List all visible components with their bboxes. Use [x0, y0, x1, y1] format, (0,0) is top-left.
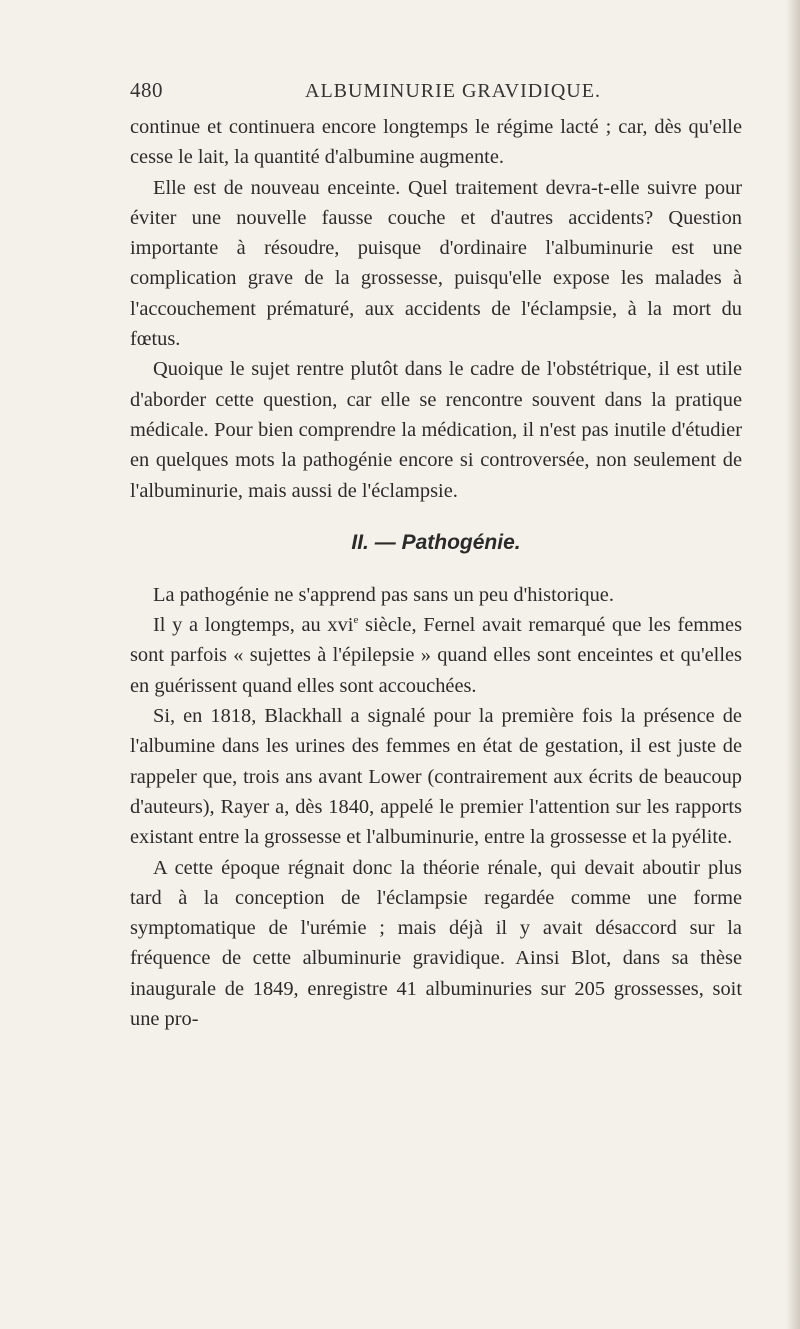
paragraph-blackhall: Si, en 1818, Blackhall a signalé pour la première fois la présence de l'albumine dans les urines des femmes en état de gestation, il est juste de rappeler que, trois ans avant Lower (contrairement aux écrits de beaucoup d'auteurs), Rayer a, dès 1840, appelé le premier l'attention sur les rapports existant entre la grossesse et l'albuminurie, entre la grossesse et la pyélite. — [130, 705, 742, 849]
running-header — [130, 78, 742, 112]
paragraph-treatment-question: Elle est de nouveau enceinte. Quel traitement devra-t-elle suivre pour éviter une nouvelle fausse couche et d'autres accidents? Question importante à résoudre, puisque d'ordinaire l'albuminurie est une complication grave de la grossesse, puisqu'elle expose les malades à l'accouchement prématuré, aux accidents de l'éclampsie, à la mort du fœtus. — [130, 176, 742, 351]
page-number: 480 — [130, 78, 163, 102]
section-heading: II. — Pathogénie. — [351, 530, 521, 554]
paragraph-continuation: continue et continuera encore longtemps le régime lacté ; car, dès qu'elle cesse le lait, la quantité d'albumine augmente. — [130, 116, 742, 169]
page-edge — [786, 0, 800, 1329]
paragraph-fernel — [130, 610, 742, 701]
paragraph-subject-intro: Quoique le sujet rentre plutôt dans le cadre de l'obstétrique, il est utile d'aborder cette question, car elle se rencontre souvent dans la pratique médicale. Pour bien comprendre la médication, il n'est pas inutile d'étudier en quelques mots la pathogénie encore si controversée, non seulement de l'albuminurie, mais aussi de l'éclampsie. — [130, 358, 742, 502]
fernel-text-end: siècle, Fernel avait remarqué que les femmes sont parfois « sujettes à l'épilepsie » quand elles sont enceintes et qu'elles en guérissent quand elles sont accouchées. — [130, 614, 743, 697]
paragraph-history-intro: La pathogénie ne s'apprend pas sans un peu d'historique. — [153, 583, 614, 606]
fernel-text-start: Il y a longtemps, au xvi — [153, 614, 354, 637]
book-page — [130, 78, 742, 1034]
body-text — [130, 112, 742, 1034]
century-superscript: e — [353, 614, 359, 627]
running-title: ALBUMINURIE GRAVIDIQUE. — [305, 80, 601, 102]
paragraph-renal-theory: A cette époque régnait donc la théorie rénale, qui devait aboutir plus tard à la conception de l'éclampsie regardée comme une forme symptomatique de l'urémie ; mais déjà il y avait désaccord sur la fréquence de cette albuminurie gravidique. Ainsi Blot, dans sa thèse inaugurale de 1849, enregistre 41 albuminuries sur 205 grossesses, soit une pro- — [130, 856, 742, 1031]
